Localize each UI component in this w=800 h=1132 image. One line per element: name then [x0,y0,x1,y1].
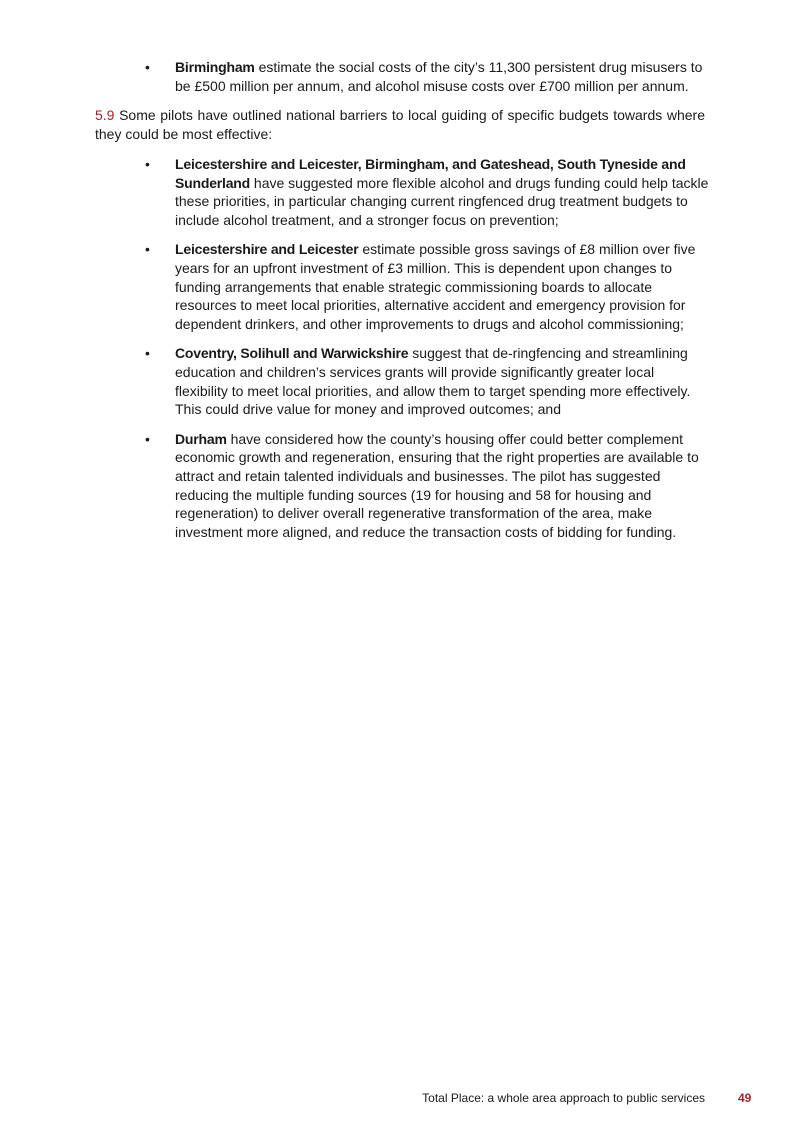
bullet-lead: Durham [175,430,227,447]
page-number: 49 [738,1091,752,1105]
bullet-dot-icon: • [145,345,150,362]
bullet-text: have suggested more flexible alcohol and drugs funding could help tackle these priorities, in particular changing current ringfenced drug treatment budgets to include alcohol treatment, and a stronger focus on prevention; [175,174,709,228]
bullet-dot-icon: • [145,59,150,75]
bullet-dot-icon: • [145,241,150,258]
section-bullet-list [145,155,710,552]
bullet-alcohol-drugs-funding [145,155,710,229]
bullet-lead: Birmingham [175,59,255,75]
section-number: 5.9 [95,107,115,123]
bullet-text: suggest that de-ringfencing and streamlining education and children’s services grants will provide significantly greater local flexibility to meet local priorities, and allow them to target spending more effectively. This could drive value for money and improved outcomes; and [175,345,691,418]
bullet-lead: Coventry, Solihull and Warwickshire [175,345,409,362]
bullet-leicester-savings [145,240,710,333]
bullet-text: have considered how the county’s housing offer could better complement economic growth and regeneration, ensuring that the right properties are available to attract and retain talented individuals and businesses. The pilot has suggested reducing the multiple funding sources (19 for housing and 58 for housing and regeneration) to deliver overall regenerative transformation of the area, make investment more aligned, and reduce the transaction costs of bidding for funding. [175,430,699,540]
section-paragraph [95,106,705,143]
bullet-dot-icon: • [145,156,150,172]
bullet-text: estimate possible gross savings of £8 million over five years for an upfront investment of £3 million. This is dependent upon changes to funding arrangements that enable strategic commissioning boards to allocate resources to meet local priorities, alternative accident and emergency provision for dependent drinkers, and other improvements to drugs and alcohol commissioning; [175,241,696,332]
footer-title: Total Place: a whole area approach to public services [422,1091,705,1105]
section-text: Some pilots have outlined national barriers to local guiding of specific budgets towards where they could be most effective: [95,107,705,142]
bullet-lead: Leicestershire and Leicester, Birmingham, and Gateshead, South Tyneside and Sunderland [175,156,686,191]
bullet-durham-housing [145,430,710,542]
bullet-birmingham-costs [145,58,705,95]
bullet-lead: Leicestershire and Leicester [175,241,359,258]
bullet-text: estimate the social costs of the city’s 11,300 persistent drug misusers to be £500 million per annum, and alcohol misuse costs over £700 million per annum. [175,59,703,94]
bullet-dot-icon: • [145,430,150,447]
intro-bullet-list [145,58,705,95]
bullet-coventry-grants [145,344,710,418]
